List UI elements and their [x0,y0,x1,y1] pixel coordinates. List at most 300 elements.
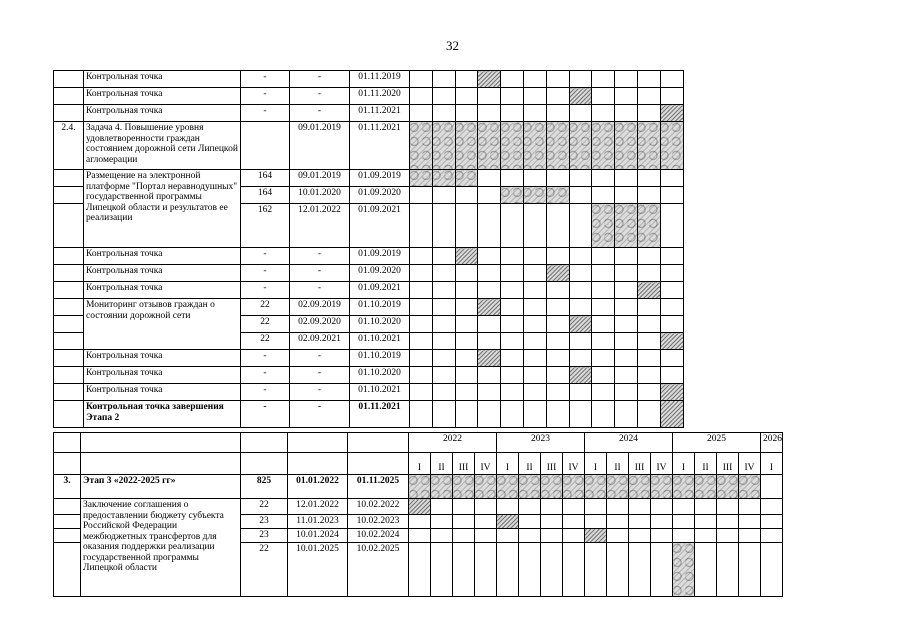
gantt-cell [455,265,478,282]
gantt-cell [455,350,478,367]
gantt-cell [410,316,433,333]
gantt-cell [455,384,478,401]
gantt-cell [673,529,695,543]
gantt-cell [432,333,455,350]
gantt-cell [615,401,638,428]
row-number-cell [54,299,84,316]
gantt-cell [695,515,717,529]
gantt-cell [761,475,783,499]
gantt-cell [523,170,546,187]
gantt-bar-cell [739,475,761,499]
gantt-cell [695,543,717,597]
end-date-cell: 10.02.2024 [348,529,409,543]
gantt-cell [637,299,660,316]
gantt-cell [637,71,660,88]
table-row [54,282,684,299]
end-date-cell: 10.02.2022 [348,499,409,515]
header-cell [288,453,348,475]
gantt-bar-cell [478,350,501,367]
gantt-cell [615,88,638,105]
table-row [54,170,684,187]
gantt-cell [501,333,524,350]
gantt-bar-cell [569,88,592,105]
gantt-cell [410,367,433,384]
gantt-cell [501,282,524,299]
quarter-header: III [541,453,563,475]
gantt-cell [478,248,501,265]
gantt-cell [523,282,546,299]
gantt-cell [592,401,615,428]
gantt-cell [615,384,638,401]
gantt-bar-cell [615,122,638,170]
table-row [54,350,684,367]
schedule-table-stage-3 [53,432,783,597]
gantt-cell [431,515,453,529]
gantt-cell [660,282,683,299]
duration-cell: 164 [241,187,290,204]
gantt-cell [660,299,683,316]
gantt-cell [651,543,673,597]
header-cell [241,433,288,453]
header-cell [348,433,409,453]
gantt-bar-cell [569,122,592,170]
gantt-cell [592,105,615,122]
gantt-cell [541,529,563,543]
row-number-cell [54,248,84,265]
gantt-cell [432,367,455,384]
gantt-cell [546,71,569,88]
quarter-header: IV [475,453,497,475]
duration-cell: 825 [241,475,288,499]
gantt-cell [432,265,455,282]
row-number-cell: 2.4. [54,122,84,170]
row-number-cell [54,350,84,367]
gantt-cell [761,543,783,597]
gantt-cell [432,187,455,204]
gantt-cell [455,299,478,316]
row-number-cell [54,401,84,428]
gantt-cell [475,529,497,543]
gantt-cell [410,282,433,299]
gantt-cell [629,499,651,515]
gantt-cell [660,187,683,204]
start-date-cell: - [290,265,350,282]
task-name-cell: Контрольная точка [84,265,241,282]
gantt-cell [410,88,433,105]
gantt-cell [409,543,431,597]
gantt-cell [615,299,638,316]
gantt-cell [410,401,433,428]
gantt-cell [455,333,478,350]
header-cell [54,433,81,453]
year-header: 2025 [673,433,761,453]
end-date-cell: 01.10.2021 [350,333,410,350]
gantt-cell [501,265,524,282]
gantt-cell [546,384,569,401]
gantt-cell [546,333,569,350]
quarter-header: IV [739,453,761,475]
gantt-bar-cell [546,187,569,204]
gantt-cell [410,265,433,282]
start-date-cell: - [290,105,350,122]
gantt-cell [478,88,501,105]
gantt-cell [569,170,592,187]
gantt-cell [478,187,501,204]
gantt-cell [501,248,524,265]
gantt-cell [475,515,497,529]
gantt-cell [478,105,501,122]
row-number-cell [54,204,84,248]
gantt-cell [563,515,585,529]
gantt-cell [455,71,478,88]
gantt-cell [497,529,519,543]
gantt-cell [637,367,660,384]
row-number-cell [54,265,84,282]
gantt-cell [432,282,455,299]
gantt-bar-cell [592,122,615,170]
year-header: 2024 [585,433,673,453]
gantt-cell [501,401,524,428]
row-number-cell [54,515,81,529]
gantt-cell [431,499,453,515]
row-number-cell [54,384,84,401]
row-number-cell [54,333,84,350]
gantt-cell [546,316,569,333]
duration-cell: - [241,350,290,367]
gantt-cell [541,515,563,529]
row-number-cell [54,282,84,299]
gantt-cell [410,333,433,350]
gantt-cell [592,350,615,367]
gantt-cell [563,499,585,515]
gantt-cell [501,105,524,122]
table-row [54,499,783,515]
end-date-cell: 01.10.2019 [350,299,410,316]
gantt-cell [410,204,433,248]
gantt-cell [546,401,569,428]
table-row [54,401,684,428]
gantt-cell [660,350,683,367]
gantt-cell [717,515,739,529]
gantt-cell [523,71,546,88]
end-date-cell: 01.11.2021 [350,401,410,428]
gantt-cell [541,499,563,515]
gantt-cell [629,543,651,597]
gantt-cell [541,543,563,597]
year-header-row [54,433,783,453]
gantt-cell [592,367,615,384]
row-number-cell [54,88,84,105]
gantt-cell [410,384,433,401]
gantt-cell [455,204,478,248]
gantt-cell [660,265,683,282]
duration-cell: - [241,384,290,401]
gantt-cell [501,71,524,88]
end-date-cell: 01.10.2020 [350,367,410,384]
end-date-cell: 01.09.2019 [350,170,410,187]
gantt-bar-cell [563,475,585,499]
gantt-cell [739,499,761,515]
gantt-cell [546,170,569,187]
table-row [54,248,684,265]
gantt-cell [637,265,660,282]
gantt-cell [761,515,783,529]
quarter-header: I [409,453,431,475]
gantt-cell [523,299,546,316]
row-number-cell [54,187,84,204]
gantt-cell [546,282,569,299]
gantt-bar-cell [546,265,569,282]
gantt-cell [739,529,761,543]
gantt-cell [432,88,455,105]
duration-cell: 22 [241,499,288,515]
gantt-cell [607,529,629,543]
quarter-header: IV [563,453,585,475]
gantt-bar-cell [455,248,478,265]
gantt-cell [501,316,524,333]
gantt-cell [478,367,501,384]
duration-cell: - [241,88,290,105]
gantt-cell [615,71,638,88]
year-header: 2022 [409,433,497,453]
quarter-header: I [761,453,783,475]
table-row [54,71,684,88]
gantt-cell [455,401,478,428]
gantt-cell [717,543,739,597]
quarter-header: I [673,453,695,475]
gantt-cell [569,248,592,265]
gantt-cell [585,543,607,597]
end-date-cell: 01.10.2019 [350,350,410,367]
gantt-cell [455,187,478,204]
table-row [54,299,684,316]
gantt-cell [523,88,546,105]
gantt-cell [519,543,541,597]
gantt-cell [523,384,546,401]
gantt-cell [660,170,683,187]
gantt-cell [478,316,501,333]
table-row [54,384,684,401]
gantt-cell [761,499,783,515]
gantt-bar-cell [478,71,501,88]
gantt-bar-cell [478,299,501,316]
gantt-cell [637,401,660,428]
quarter-header: III [717,453,739,475]
gantt-cell [519,499,541,515]
gantt-cell [569,204,592,248]
row-number-cell [54,543,81,597]
gantt-cell [475,499,497,515]
gantt-cell [455,88,478,105]
gantt-bar-cell [569,367,592,384]
gantt-cell [410,299,433,316]
gantt-cell [585,499,607,515]
gantt-cell [615,248,638,265]
gantt-cell [523,265,546,282]
gantt-cell [592,248,615,265]
gantt-cell [431,529,453,543]
start-date-cell: - [290,384,350,401]
gantt-cell [695,529,717,543]
gantt-cell [615,350,638,367]
gantt-bar-cell [409,475,431,499]
task-name-cell: Контрольная точка [84,367,241,384]
gantt-cell [637,187,660,204]
gantt-cell [569,350,592,367]
start-date-cell: 02.09.2019 [290,299,350,316]
gantt-cell [546,248,569,265]
start-date-cell: 02.09.2020 [290,316,350,333]
quarter-header: II [695,453,717,475]
duration-cell: 22 [241,543,288,597]
gantt-cell [615,265,638,282]
gantt-cell [455,367,478,384]
gantt-bar-cell [637,204,660,248]
end-date-cell: 01.11.2019 [350,71,410,88]
start-date-cell: 09.01.2019 [290,170,350,187]
gantt-cell [501,350,524,367]
quarter-header: II [431,453,453,475]
gantt-bar-cell [409,499,431,515]
gantt-cell [592,71,615,88]
gantt-bar-cell [497,475,519,499]
header-cell [54,453,81,475]
duration-cell: 164 [241,170,290,187]
end-date-cell: 01.11.2020 [350,88,410,105]
gantt-cell [410,187,433,204]
gantt-cell [592,265,615,282]
gantt-bar-cell [523,122,546,170]
end-date-cell: 01.09.2020 [350,187,410,204]
task-name-cell: Размещение на электронной платформе "Портал неравнодушных" государственной программы Липецкой области и результатов ее реализации [84,170,241,248]
duration-cell: 23 [241,529,288,543]
gantt-cell [585,515,607,529]
row-number-cell [54,105,84,122]
start-date-cell: 12.01.2022 [290,204,350,248]
table-row [54,122,684,170]
start-date-cell: 10.01.2024 [288,529,348,543]
gantt-cell [673,515,695,529]
gantt-cell [409,529,431,543]
gantt-cell [546,299,569,316]
gantt-bar-cell [629,475,651,499]
gantt-bar-cell [673,475,695,499]
gantt-bar-cell [497,515,519,529]
page-number: 32 [446,38,459,53]
gantt-bar-cell [637,122,660,170]
gantt-cell [475,543,497,597]
gantt-bar-cell [660,333,683,350]
gantt-bar-cell [541,475,563,499]
start-date-cell: 01.01.2022 [288,475,348,499]
gantt-cell [592,316,615,333]
task-name-cell: Контрольная точка [84,71,241,88]
start-date-cell: - [290,350,350,367]
duration-cell: - [241,265,290,282]
duration-cell: - [241,71,290,88]
gantt-cell [660,248,683,265]
gantt-cell [637,333,660,350]
start-date-cell: - [290,71,350,88]
gantt-bar-cell [569,316,592,333]
duration-cell: 22 [241,333,290,350]
duration-cell: - [241,282,290,299]
task-name-cell: Контрольная точка [84,350,241,367]
gantt-bar-cell [585,475,607,499]
table-row [54,105,684,122]
gantt-cell [410,248,433,265]
start-date-cell: 12.01.2022 [288,499,348,515]
gantt-bar-cell [453,475,475,499]
gantt-cell [432,105,455,122]
gantt-cell [660,71,683,88]
gantt-cell [563,529,585,543]
gantt-cell [432,316,455,333]
gantt-cell [615,282,638,299]
duration-cell: 22 [241,316,290,333]
quarter-header: IV [651,453,673,475]
gantt-bar-cell [432,122,455,170]
duration-cell: 162 [241,204,290,248]
gantt-cell [501,88,524,105]
gantt-cell [497,543,519,597]
start-date-cell: - [290,367,350,384]
gantt-cell [546,350,569,367]
gantt-cell [519,515,541,529]
gantt-cell [717,499,739,515]
row-number-cell: 3. [54,475,81,499]
gantt-cell [592,384,615,401]
gantt-cell [607,515,629,529]
gantt-cell [673,499,695,515]
gantt-cell [569,282,592,299]
quarter-header: II [519,453,541,475]
gantt-cell [478,384,501,401]
gantt-cell [501,170,524,187]
gantt-bar-cell [431,475,453,499]
gantt-cell [523,367,546,384]
table-row [54,88,684,105]
year-header: 2026 [761,433,783,453]
gantt-cell [651,499,673,515]
gantt-cell [592,187,615,204]
duration-cell: - [241,105,290,122]
gantt-cell [455,316,478,333]
gantt-bar-cell [717,475,739,499]
header-cell [241,453,288,475]
gantt-cell [523,350,546,367]
gantt-bar-cell [432,170,455,187]
table-row [54,367,684,384]
gantt-cell [478,401,501,428]
gantt-cell [563,543,585,597]
gantt-cell [432,401,455,428]
gantt-cell [432,71,455,88]
task-name-cell: Задача 4. Повышение уровня удовлетворенности граждан состоянием дорожной сети Липецкой агломерации [84,122,241,170]
task-name-cell: Контрольная точка [84,105,241,122]
start-date-cell: - [290,88,350,105]
gantt-bar-cell [501,122,524,170]
task-name-cell: Контрольная точка [84,248,241,265]
gantt-cell [660,367,683,384]
gantt-cell [501,204,524,248]
schedule-table-stage-2 [53,70,684,428]
table-row [54,265,684,282]
row-number-cell [54,316,84,333]
gantt-cell [695,499,717,515]
gantt-bar-cell [637,282,660,299]
gantt-bar-cell [455,170,478,187]
